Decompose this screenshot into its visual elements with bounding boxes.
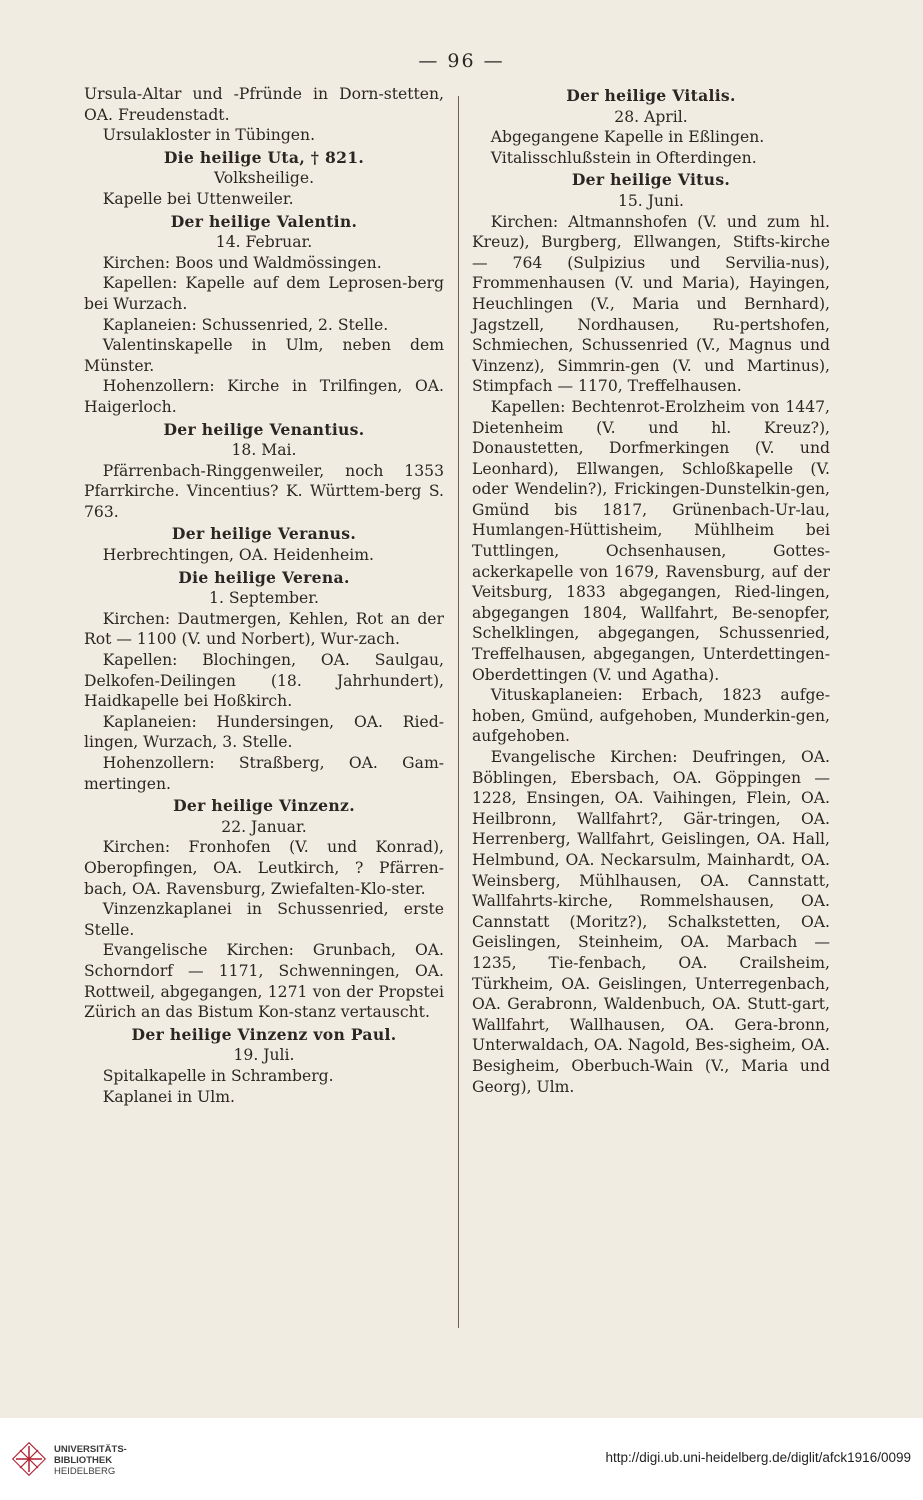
text-paragraph: Kapelle bei Uttenweiler.	[102, 189, 294, 208]
section-heading: Der heilige Veranus.	[171, 524, 357, 544]
section-heading: Der heilige Venantius.	[163, 419, 365, 439]
text-paragraph: Vituskaplaneien: Erbach, 1823 aufge-hoben, Gmünd, aufgehoben, Munderkin-gen, aufgehoben.	[472, 686, 830, 746]
text-paragraph: Spitalkapelle in Schramberg.	[102, 1066, 334, 1085]
text-paragraph: Kaplaneien: Hundersingen, OA. Ried-lingen, Wurzach, 3. Stelle.	[84, 712, 444, 752]
library-name-line: HEIDELBERG	[54, 1466, 116, 1477]
library-name	[54, 1444, 127, 1477]
column-divider	[458, 96, 459, 1328]
text-paragraph: Ursulakloster in Tübingen.	[102, 126, 316, 145]
text-paragraph: Evangelische Kirchen: Deufringen, OA. Böblingen, Ebersbach, OA. Göppingen — 1228, Ensingen, OA. Vaihingen, Flein, OA. Heilbronn, Wallfahrt?, Gär-tringen, OA. Herrenberg, Wallfahrt, Geislingen, OA. Hall, Helmbund, OA. Neckarsulm, Mainhardt, OA. Weinsberg, Mühlhausen, OA. Cannstatt, Wallfahrts-kirche, Rommelshausen, OA. Cannstatt (Moritz?), Schalkstetten, OA. Geislingen, Steinheim, OA. Marbach — 1235, Tie-fenbach, OA. Crailsheim, Türkheim, OA. Geislingen, Unterregenbach, OA. Gerabronn, Waldenbuch, OA. Stutt-gart, Wallfahrt, Wallhausen, OA. Gera-bronn, Unterwaldach, OA. Nagold, Bes-sigheim, OA. Besigheim, Oberbuch-Wain (V., Maria und Georg), Ulm.	[472, 748, 830, 1096]
text-paragraph: Hohenzollern: Straßberg, OA. Gam-mertingen.	[84, 754, 444, 793]
feast-date: Volksheilige.	[213, 169, 315, 188]
library-logo-icon	[12, 1442, 46, 1476]
text-paragraph: Kaplanei in Ulm.	[102, 1087, 236, 1106]
text-paragraph: Pfärrenbach-Ringgenweiler, noch 1353 Pfarrkirche. Vincentius? K. Württem-berg S. 763.	[84, 461, 444, 521]
feast-date: 18. Mai.	[231, 441, 297, 460]
section-heading: Der heilige Vinzenz.	[173, 796, 355, 816]
left-text-column	[84, 84, 444, 1107]
text-paragraph: Hohenzollern: Kirche in Trilfingen, OA. Haigerloch.	[84, 377, 444, 416]
section-heading: Der heilige Vitalis.	[566, 86, 736, 105]
library-name-line: UNIVERSITÄTS-	[54, 1444, 127, 1455]
feast-date: 14. Februar.	[215, 233, 313, 252]
text-paragraph: Vinzenzkaplanei in Schussenried, erste Stelle.	[84, 900, 444, 939]
feast-date: 15. Juni.	[617, 191, 685, 210]
text-paragraph: Kaplaneien: Schussenried, 2. Stelle.	[102, 315, 389, 334]
section-heading: Der heilige Vitus.	[571, 170, 731, 190]
text-paragraph: Kapellen: Kapelle auf dem Leprosen-berg bei Wurzach.	[84, 274, 444, 313]
text-paragraph: Evangelische Kirchen: Grunbach, OA. Schorndorf — 1171, Schwenningen, OA. Rottweil, abgegangen, 1271 von der Propstei Zürich an das Bistum Kon-stanz vertauscht.	[84, 941, 444, 1022]
library-name-line: BIBLIOTHEK	[54, 1455, 113, 1466]
text-paragraph: Kirchen: Boos und Waldmössingen.	[102, 253, 382, 272]
section-heading: Die heilige Uta, † 821.	[163, 147, 365, 167]
page-number: — 96 —	[418, 50, 505, 72]
feast-date: 19. Juli.	[233, 1046, 295, 1065]
library-footer	[0, 1418, 923, 1500]
section-heading: Der heilige Vinzenz von Paul.	[131, 1024, 397, 1044]
text-paragraph: Kapellen: Bechtenrot-Erolzheim von 1447, Dietenheim (V. und hl. Kreuz?), Donaustetten, Dorfmerkingen (V. und Leonhard), Ellwangen, Schloßkapelle (V. oder Wendelin?), Frickingen-Dunstelkin-gen, Gmünd bis 1817, Grünenbach-Ur-lau, Humlangen-Hüttisheim, Mühlheim bei Tuttlingen, Ochsenhausen, Gottes-ackerkapelle von 1679, Ravensburg, auf der Veitsburg, 1833 abgegangen, Ried-lingen, abgegangen 1804, Wallfahrt, Be-senopfer, Schelklingen, abgegangen, Schussenried, Treffelhausen, abgegangen, Unterdettingen-Oberdettingen (V. und Agatha).	[472, 397, 830, 684]
text-paragraph: Kirchen: Fronhofen (V. und Konrad), Oberopfingen, OA. Leutkirch, ? Pfärren-bach, OA. Ravensburg, Zwiefalten-Klo-ster.	[84, 838, 444, 898]
section-heading: Die heilige Verena.	[178, 567, 350, 587]
text-paragraph: Kapellen: Blochingen, OA. Saulgau, Delkofen-Deilingen (18. Jahrhundert), Haidkapelle bei Hoßkirch.	[84, 651, 444, 711]
feast-date: 1. September.	[209, 589, 319, 608]
text-paragraph: Vitalisschlußstein in Ofterdingen.	[490, 148, 757, 167]
text-paragraph: Valentinskapelle in Ulm, neben dem Münster.	[84, 336, 444, 375]
feast-date: 28. April.	[614, 107, 688, 126]
right-text-column	[472, 84, 830, 1097]
text-paragraph: Kirchen: Dautmergen, Kehlen, Rot an der Rot — 1100 (V. und Norbert), Wur-zach.	[84, 609, 444, 649]
text-paragraph: Kirchen: Altmannshofen (V. und zum hl. Kreuz), Burgberg, Ellwangen, Stifts-kirche — 764 (Sulpizius und Servilia-nus), Frommenhausen (V. und Maria), Hayingen, Heuchlingen (V., Maria und Bernhard), Jagstzell, Nordhausen, Ru-pertshofen, Schmiechen, Schussenried (V., Magnus und Vinzenz), Simmrin-gen (V. und Martinus), Stimpfach — 1170, Treffelhausen.	[472, 212, 830, 396]
feast-date: 22. Januar.	[221, 817, 307, 836]
text-paragraph: Herbrechtingen, OA. Heidenheim.	[102, 546, 374, 565]
text-paragraph: Abgegangene Kapelle in Eßlingen.	[490, 128, 765, 147]
section-heading: Der heilige Valentin.	[170, 211, 358, 231]
source-url[interactable]: http://digi.ub.uni-heidelberg.de/diglit/afck1916/0099	[605, 1450, 911, 1465]
text-paragraph: Ursula-Altar und -Pfründe in Dorn-stetten, OA. Freudenstadt.	[84, 85, 444, 124]
